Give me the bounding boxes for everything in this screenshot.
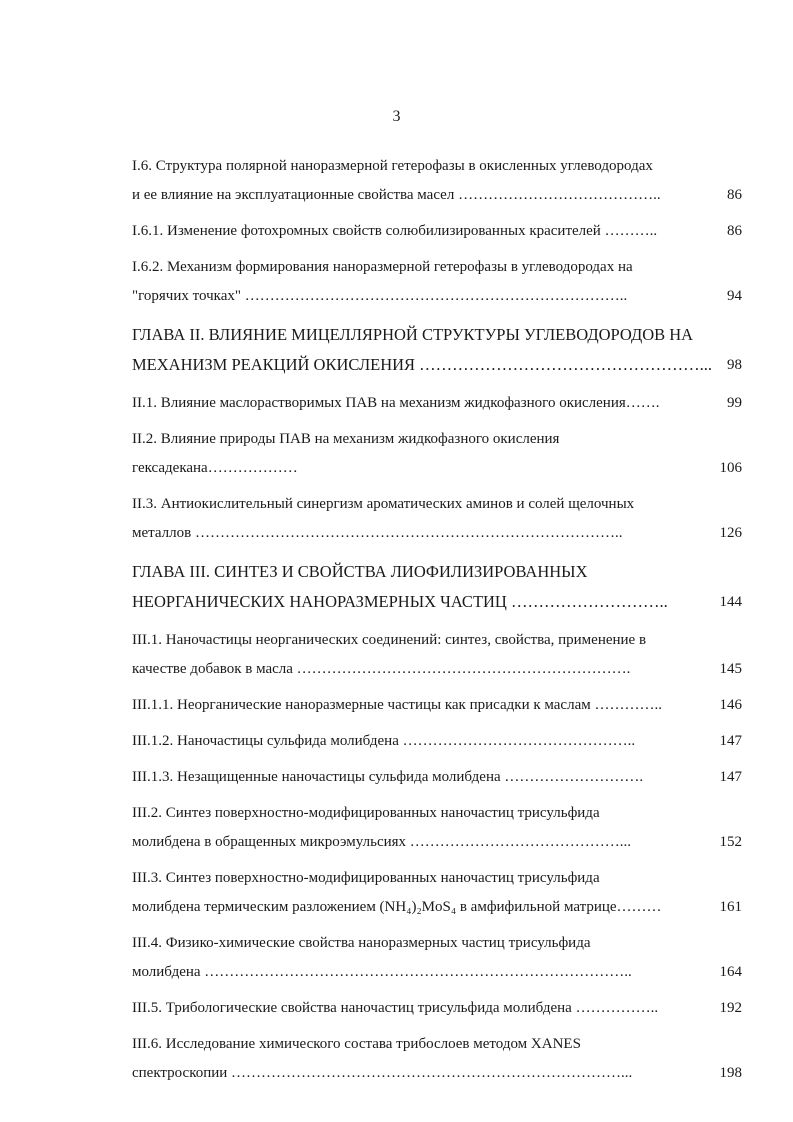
toc-entry-page: 98 <box>727 357 742 373</box>
toc-entry-page: 152 <box>719 834 742 850</box>
toc-entry-line: I.6. Структура полярной наноразмерной гетерофазы в окисленных углеводородах <box>132 158 653 174</box>
toc-entry-line: II.3. Антиокислительный синергизм ароматических аминов и солей щелочных <box>132 496 635 512</box>
toc-entry <box>132 929 742 987</box>
toc-gap <box>132 684 742 691</box>
toc-entry-line: ГЛАВА III. СИНТЕЗ И СВОЙСТВА ЛИОФИЛИЗИРОВАННЫХ <box>132 562 588 581</box>
toc-entry-line: III.2. Синтез поверхностно-модифицированных наночастиц трисульфида <box>132 805 600 821</box>
toc-entry-line: металлов ………………………………………………………………………….. <box>132 525 623 541</box>
toc-entry-line: III.6. Исследование химического состава трибослоев методом XANES <box>132 1036 581 1052</box>
toc-entry-page: 86 <box>727 223 742 239</box>
toc-gap <box>132 246 742 253</box>
toc-gap <box>132 311 742 320</box>
toc-entry-page: 86 <box>727 187 742 203</box>
toc-entry-line: III.1.2. Наночастицы сульфида молибдена ……………………………………….. <box>132 733 636 749</box>
toc-entry-line: III.1.3. Незащищенные наночастицы сульфида молибдена ………………………. <box>132 769 644 785</box>
toc-entry-page: 192 <box>719 1000 742 1016</box>
toc-entry <box>132 626 742 684</box>
toc-gap <box>132 548 742 557</box>
toc-entry <box>132 727 742 756</box>
toc-gap <box>132 380 742 389</box>
toc-entry <box>132 1030 742 1088</box>
toc-entry-line: спектроскопии ……………………………………………………………………... <box>132 1065 633 1081</box>
toc-entry-line: III.3. Синтез поверхностно-модифицированных наночастиц трисульфида <box>132 870 600 886</box>
toc-entry-page: 161 <box>719 899 742 915</box>
toc-entry-page: 99 <box>727 395 742 411</box>
toc-gap <box>132 987 742 994</box>
toc-entry <box>132 763 742 792</box>
toc-entry-page: 198 <box>719 1065 742 1081</box>
toc-entry <box>132 217 742 246</box>
toc-gap <box>132 617 742 626</box>
toc-gap <box>132 210 742 217</box>
toc-entry-line: I.6.2. Механизм формирования наноразмерной гетерофазы в углеводородах на <box>132 259 633 275</box>
toc-entry-page: 147 <box>719 769 742 785</box>
table-of-contents <box>132 152 742 1088</box>
toc-entry <box>132 490 742 548</box>
toc-gap <box>132 418 742 425</box>
toc-entry-page: 144 <box>719 594 742 610</box>
toc-entry-line: МЕХАНИЗМ РЕАКЦИЙ ОКИСЛЕНИЯ ……………………………………………... <box>132 355 713 374</box>
toc-entry-line: молибдена в обращенных микроэмульсиях ……………………………………... <box>132 834 632 850</box>
toc-entry-line: II.2. Влияние природы ПАВ на механизм жидкофазного окисления <box>132 431 560 447</box>
toc-entry-page: 146 <box>719 697 742 713</box>
toc-gap <box>132 720 742 727</box>
toc-chapter-entry <box>132 557 742 617</box>
toc-gap <box>132 857 742 864</box>
toc-entry-line: гексадекана……………… <box>132 460 298 476</box>
toc-entry-line: "горячих точках" ………………………………………………………………….. <box>132 288 628 304</box>
toc-entry-page: 147 <box>719 733 742 749</box>
toc-entry-line: II.1. Влияние маслорастворимых ПАВ на механизм жидкофазного окисления……. <box>132 395 660 411</box>
toc-entry-page: 126 <box>719 525 742 541</box>
toc-entry-page: 106 <box>719 460 742 476</box>
toc-entry <box>132 425 742 483</box>
toc-entry-line: НЕОРГАНИЧЕСКИХ НАНОРАЗМЕРНЫХ ЧАСТИЦ ……………………….. <box>132 592 668 611</box>
toc-gap <box>132 1023 742 1030</box>
toc-gap <box>132 483 742 490</box>
page-number: 3 <box>392 108 401 125</box>
toc-entry-line: III.4. Физико-химические свойства наноразмерных частиц трисульфида <box>132 935 591 951</box>
toc-entry <box>132 994 742 1023</box>
toc-gap <box>132 922 742 929</box>
toc-entry <box>132 864 742 922</box>
toc-entry-line: III.1.1. Неорганические наноразмерные частицы как присадки к маслам ………….. <box>132 697 662 713</box>
toc-entry-page: 164 <box>719 964 742 980</box>
toc-entry-line: качестве добавок в масла …………………………………………………………. <box>132 661 631 677</box>
toc-entry <box>132 799 742 857</box>
toc-entry-page: 145 <box>719 661 742 677</box>
toc-gap <box>132 792 742 799</box>
toc-entry <box>132 691 742 720</box>
toc-entry-line: I.6.1. Изменение фотохромных свойств солюбилизированных красителей ……….. <box>132 223 658 239</box>
toc-entry-line: III.5. Трибологические свойства наночастиц трисульфида молибдена …………….. <box>132 1000 659 1016</box>
toc-entry-line: и ее влияние на эксплуатационные свойства масел ………………………………….. <box>132 187 661 203</box>
toc-entry <box>132 253 742 311</box>
toc-entry-line: молибдена термическим разложением (NH₄)₂MoS₄ в амфифильной матрице……… <box>132 899 662 915</box>
toc-gap <box>132 756 742 763</box>
toc-entry-line: III.1. Наночастицы неорганических соединений: синтез, свойства, применение в <box>132 632 647 648</box>
toc-entry-page: 94 <box>727 288 742 304</box>
toc-entry <box>132 389 742 418</box>
toc-chapter-entry <box>132 320 742 380</box>
toc-entry-line: молибдена ………………………………………………………………………….. <box>132 964 632 980</box>
toc-entry-line: ГЛАВА II. ВЛИЯНИЕ МИЦЕЛЛЯРНОЙ СТРУКТУРЫ УГЛЕВОДОРОДОВ НА <box>132 325 694 344</box>
toc-entry <box>132 152 742 210</box>
